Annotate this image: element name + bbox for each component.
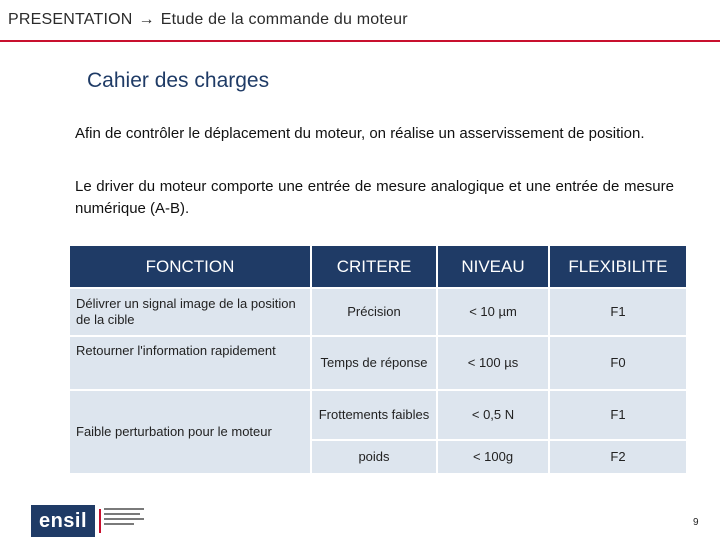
- cell-critere: Précision: [312, 289, 436, 335]
- ensil-logo: [31, 505, 145, 537]
- column-header-flexibilite: FLEXIBILITE: [550, 246, 686, 287]
- cell-flexibilite: F1: [550, 289, 686, 335]
- section-title: Cahier des charges: [87, 69, 270, 92]
- logo-divider: [99, 509, 101, 533]
- header-divider: [0, 40, 720, 42]
- logo-tagline: [104, 508, 146, 528]
- cell-niveau: < 100 µs: [438, 337, 548, 389]
- cell-niveau: < 100g: [438, 441, 548, 473]
- cell-fonction: Retourner l'information rapidement: [70, 337, 310, 389]
- table-header-row: [70, 246, 686, 287]
- table-row: [70, 289, 686, 335]
- page-number: 9: [693, 517, 699, 528]
- cell-niveau: < 10 µm: [438, 289, 548, 335]
- arrow-right-icon: →: [138, 11, 155, 28]
- cell-critere: Frottements faibles: [312, 391, 436, 439]
- paragraph-driver-inputs: Le driver du moteur comporte une entrée de mesure analogique et une entrée de mesure numérique (A-B).: [75, 178, 674, 217]
- column-header-critere: CRITERE: [312, 246, 436, 287]
- cell-critere: poids: [312, 441, 436, 473]
- cell-fonction: Faible perturbation pour le moteur: [70, 391, 310, 473]
- header-section: PRESENTATION: [8, 11, 133, 28]
- column-header-niveau: NIVEAU: [438, 246, 548, 287]
- logo-wordmark: ensil: [31, 505, 95, 537]
- cell-fonction: Délivrer un signal image de la position de la cible: [70, 289, 310, 335]
- header-breadcrumb: [8, 11, 408, 29]
- specifications-table: [68, 244, 688, 475]
- cell-critere: Temps de réponse: [312, 337, 436, 389]
- header-subtitle: Etude de la commande du moteur: [160, 11, 408, 28]
- table-row: [70, 391, 686, 439]
- table-row: [70, 337, 686, 389]
- slide-header: [0, 0, 720, 40]
- paragraph-position-control: Afin de contrôler le déplacement du moteur, on réalise un asservissement de position.: [75, 125, 645, 142]
- cell-flexibilite: F0: [550, 337, 686, 389]
- cell-flexibilite: F1: [550, 391, 686, 439]
- cell-flexibilite: F2: [550, 441, 686, 473]
- cell-niveau: < 0,5 N: [438, 391, 548, 439]
- column-header-fonction: FONCTION: [70, 246, 310, 287]
